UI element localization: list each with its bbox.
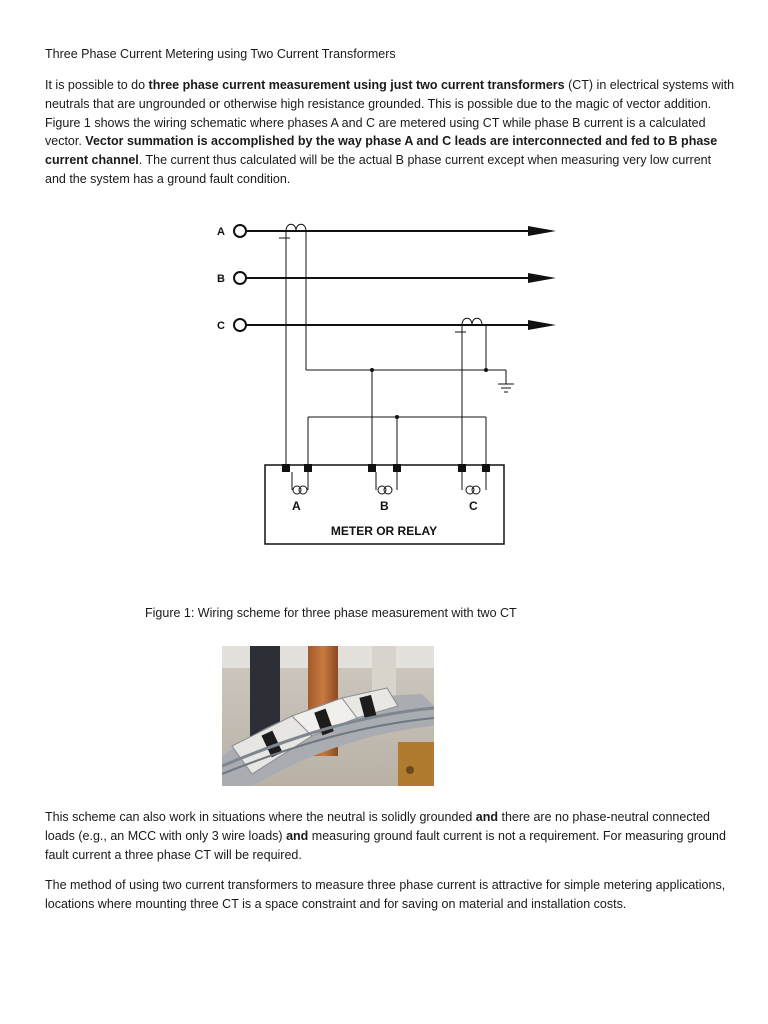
document-title: Three Phase Current Metering using Two Current Transformers (45, 47, 396, 61)
ct-photo-illustration (222, 646, 434, 786)
p2-text-1: This scheme can also work in situations where the neutral is solidly grounded (45, 810, 476, 824)
phase-c-label: C (217, 320, 225, 332)
terminal-c2 (482, 464, 490, 472)
intro-text-2: (CT) in electrical systems with neutrals that are ungrounded or otherwise high resistance grounded. This is possible due to the magic of vector addition. Figure 1 shows the wiring schematic where phases A and C are metered using CT while phase B current is a calculated vector. (45, 78, 735, 149)
ct-a-coil-1 (286, 224, 296, 231)
p2-text-2: there are no phase-neutral connected loads (e.g., an MCC with only 3 wire loads) (45, 810, 710, 843)
phase-b-terminal (234, 272, 246, 284)
ct-c-coil-1 (462, 318, 472, 325)
phase-c-terminal (234, 319, 246, 331)
wiring-schematic-svg (200, 210, 570, 550)
meter-or-relay-label: METER OR RELAY (330, 524, 438, 538)
terminal-b2 (393, 464, 401, 472)
p2-text-3: measuring ground fault current is not a requirement. For measuring ground fault current a three phase CT will be required. (45, 828, 726, 862)
phase-a-terminal (234, 225, 246, 237)
terminal-a1 (282, 464, 290, 472)
terminal-a2 (304, 464, 312, 472)
intro-paragraph (45, 76, 735, 189)
p2-bold-2: and (286, 828, 309, 843)
conclusion-paragraph: The method of using two current transformers to measure three phase current is attractive for simple metering applications, locations where mounting three CT is a space constraint and for saving on material and installation costs. (45, 878, 726, 911)
phase-a-arrow (528, 226, 556, 236)
phase-a-label: A (217, 226, 225, 238)
meter-a-ct-symbol-2 (299, 486, 307, 494)
ct-a-coil-2 (296, 224, 306, 231)
ct-c-coil-2 (472, 318, 482, 325)
phase-b-arrow (528, 273, 556, 283)
meter-c-ct-symbol-2 (472, 486, 480, 494)
junction-b (370, 368, 374, 372)
meter-b-ct-symbol-2 (384, 486, 392, 494)
junction-interconnect (395, 415, 399, 419)
intro-bold-1: three phase current measurement using just two current transformers (148, 78, 565, 92)
wiring-diagram (200, 210, 570, 550)
meter-channel-a-label: A (292, 499, 301, 513)
ct-installation-photo (222, 646, 434, 786)
p2-bold-1: and (475, 810, 499, 824)
meter-channel-b-label: B (380, 499, 389, 513)
neutral-grounding-paragraph (45, 808, 735, 864)
meter-channel-c-label: C (469, 499, 478, 513)
terminal-b1 (368, 464, 376, 472)
intro-text-1: It is possible to do (45, 78, 149, 92)
intro-bold-2: Vector summation is accomplished by the way phase A and C leads are interconnected and fed to B phase current channel (45, 134, 718, 168)
figure-caption: Figure 1: Wiring scheme for three phase measurement with two CT (145, 606, 517, 620)
phase-b-label: B (217, 273, 225, 285)
phase-c-arrow (528, 320, 556, 330)
terminal-c1 (458, 464, 466, 472)
intro-text-3: . The current thus calculated will be the actual B phase current except when measuring very low current and the system has a ground fault condition. (45, 153, 712, 186)
junction-c (484, 368, 488, 372)
